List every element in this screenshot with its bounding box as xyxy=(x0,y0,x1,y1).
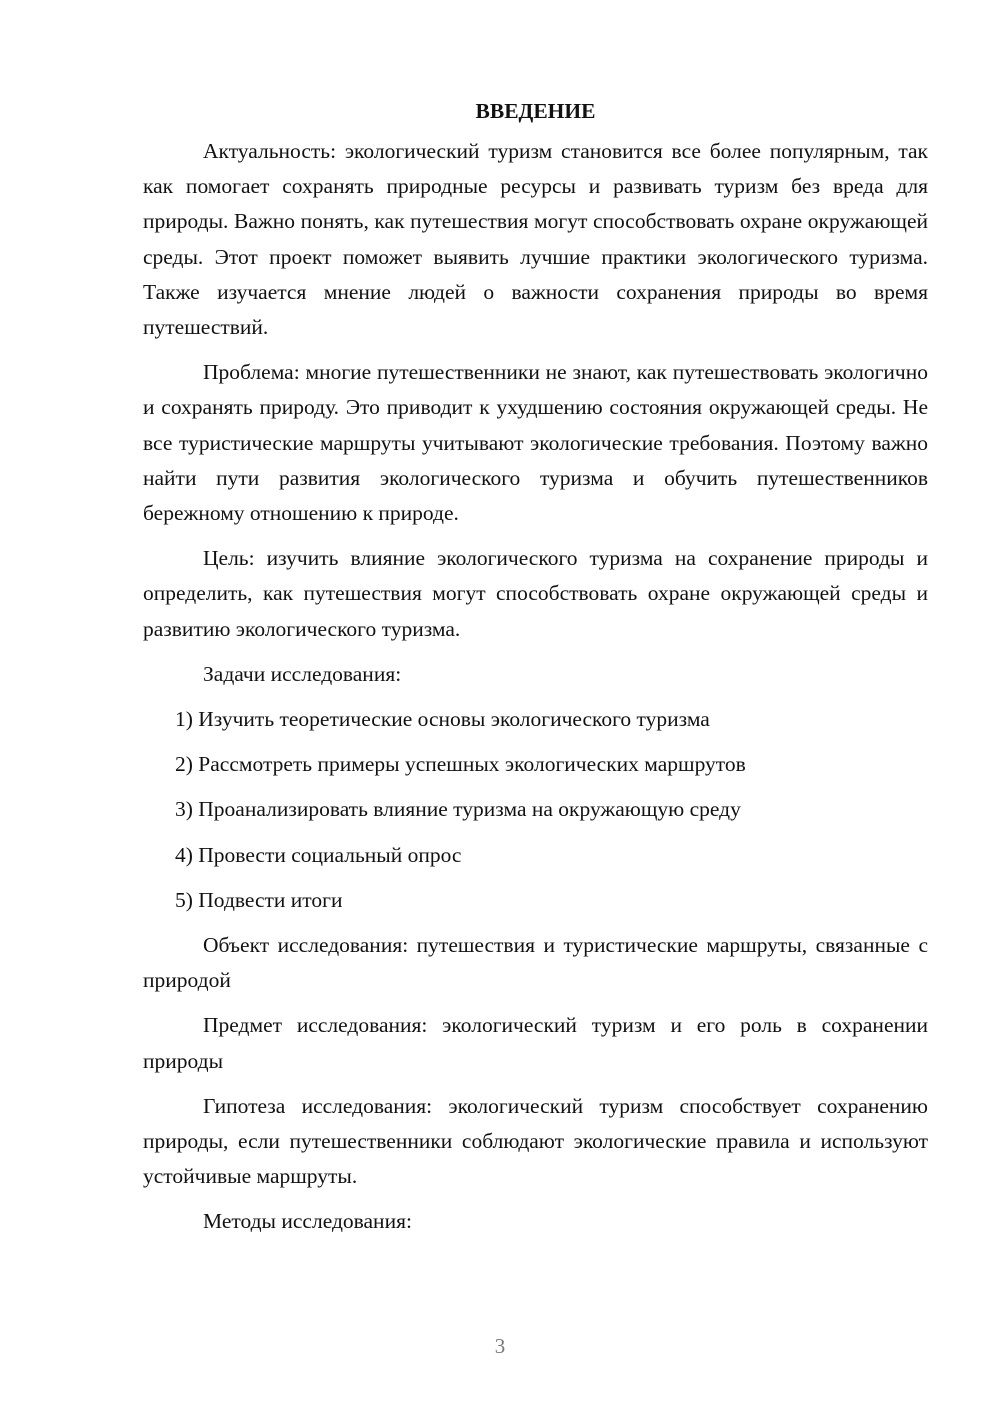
paragraph-problem: Проблема: многие путешественники не знают, как путешествовать экологично и сохранять природу. Это приводит к ухудшению состояния окружающей среды. Не все туристические маршруты учитывают экологические требования. Поэтому важно найти пути развития экологического туризма и обучить путешественников бережному отношению к природе. xyxy=(143,360,928,526)
tasks-heading: Задачи исследования: xyxy=(203,661,402,686)
list-item: 5) Подвести итоги xyxy=(175,887,343,912)
tasks-list xyxy=(143,702,928,918)
paragraph-subject: Предмет исследования: экологический туризм и его роль в сохранении природы xyxy=(143,1013,928,1073)
paragraph-relevance: Актуальность: экологический туризм становится все более популярным, так как помогает сохранять природные ресурсы и развивать туризм без вреда для природы. Важно понять, как путешествия могут способствовать охране окружающей среды. Этот проект поможет выявить лучшие практики экологического туризма. Также изучается мнение людей о важности сохранения природы во время путешествий. xyxy=(143,139,928,340)
paragraph-hypothesis: Гипотеза исследования: экологический туризм способствует сохранению природы, если путешественники соблюдают экологические правила и используют устойчивые маршруты. xyxy=(143,1093,928,1189)
paragraph-object: Объект исследования: путешествия и туристические маршруты, связанные с природой xyxy=(143,933,928,993)
page-number: 3 xyxy=(494,1334,506,1358)
paragraph-goal: Цель: изучить влияние экологического туризма на сохранение природы и определить, как путешествия могут способствовать охране окружающей среды и развитию экологического туризма. xyxy=(143,546,928,641)
list-item: 1) Изучить теоретические основы экологического туризма xyxy=(175,707,710,732)
list-item: 4) Провести социальный опрос xyxy=(175,842,462,867)
page-title: ВВЕДЕНИЕ xyxy=(475,99,596,123)
methods-heading: Методы исследования: xyxy=(203,1209,412,1234)
list-item: 2) Рассмотреть примеры успешных экологических маршрутов xyxy=(175,752,746,777)
list-item: 3) Проанализировать влияние туризма на окружающую среду xyxy=(175,797,741,822)
page-content xyxy=(143,92,928,1240)
